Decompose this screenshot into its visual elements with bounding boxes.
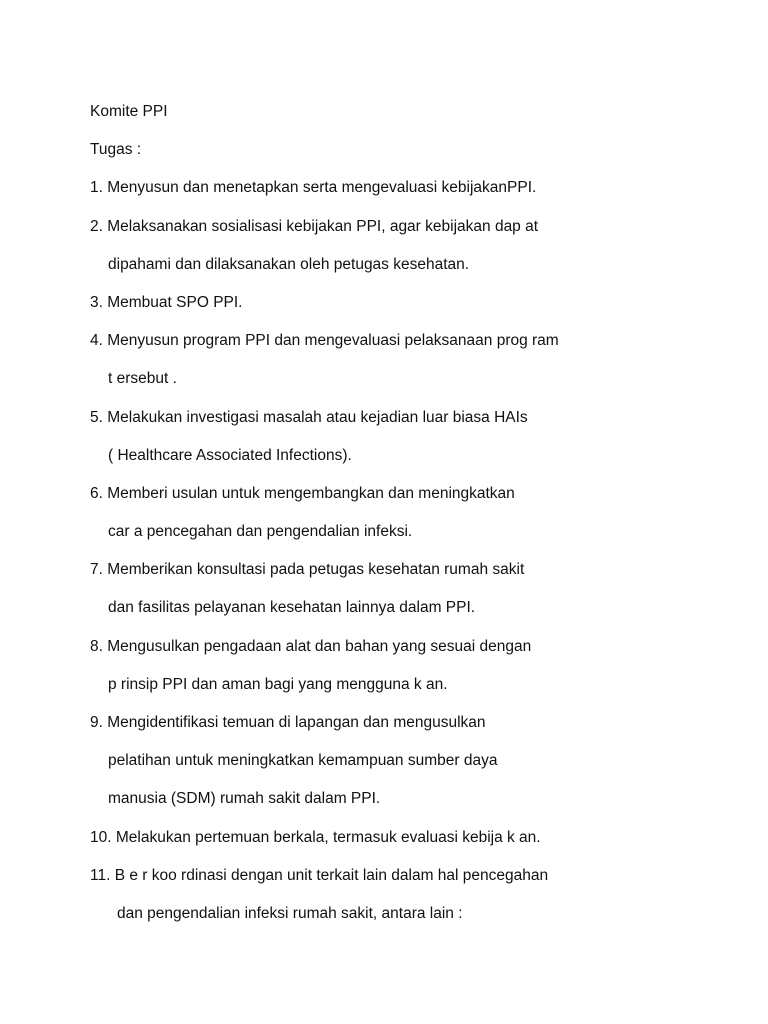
list-item (90, 208, 730, 284)
document-title: Komite PPI (90, 103, 168, 120)
list-item-line: 7. Memberikan konsultasi pada petugas kesehatan rumah sakit (90, 561, 525, 579)
list-item-continuation: manusia (SDM) rumah sakit dalam PPI. (108, 790, 381, 808)
list-item-continuation: dipahami dan dilaksanakan oleh petugas kesehatan. (108, 255, 470, 273)
list-item-line: 3. Membuat SPO PPI. (90, 293, 243, 311)
list-item-continuation: dan fasilitas pelayanan kesehatan lainnya dalam PPI. (108, 599, 476, 617)
list-item (90, 704, 730, 819)
list-item (90, 399, 730, 475)
list-item-line: 5. Melakukan investigasi masalah atau kejadian luar biasa HAIs (90, 408, 528, 426)
list-item (90, 284, 730, 322)
list-item-line: 2. Melaksanakan sosialisasi kebijakan PPI, agar kebijakan dap at (90, 217, 539, 235)
list-item-line: 11. B e r koo rdinasi dengan unit terkait lain dalam hal pencegahan (90, 866, 549, 884)
list-item (90, 857, 730, 933)
list-item (90, 169, 730, 207)
list-item-line: 6. Memberi usulan untuk mengembangkan dan meningkatkan (90, 484, 515, 502)
list-item-line: 10. Melakukan pertemuan berkala, termasuk evaluasi kebija k an. (90, 828, 541, 846)
list-item-line: 4. Menyusun program PPI dan mengevaluasi pelaksanaan prog ram (90, 332, 559, 350)
list-item-line: 8. Mengusulkan pengadaan alat dan bahan yang sesuai dengan (90, 637, 532, 655)
list-item (90, 628, 730, 704)
list-item (90, 475, 730, 551)
list-item-continuation: car a pencegahan dan pengendalian infeksi. (108, 523, 413, 541)
list-item-continuation: p rinsip PPI dan aman bagi yang mengguna k an. (108, 675, 448, 693)
list-item-continuation: t ersebut . (108, 370, 177, 388)
list-item-line: 1. Menyusun dan menetapkan serta mengevaluasi kebijakanPPI. (90, 179, 537, 197)
list-item-continuation: ( Healthcare Associated Infections). (108, 446, 352, 464)
list-item-line: 9. Mengidentifikasi temuan di lapangan dan mengusulkan (90, 714, 486, 731)
list-item-continuation: dan pengendalian infeksi rumah sakit, antara lain : (117, 904, 463, 922)
list-item (90, 551, 730, 627)
section-label: Tugas : (90, 141, 142, 159)
document-body (90, 93, 730, 933)
list-item (90, 819, 730, 857)
list-item-continuation: pelatihan untuk meningkatkan kemampuan sumber daya (108, 752, 498, 770)
list-item (90, 322, 730, 398)
